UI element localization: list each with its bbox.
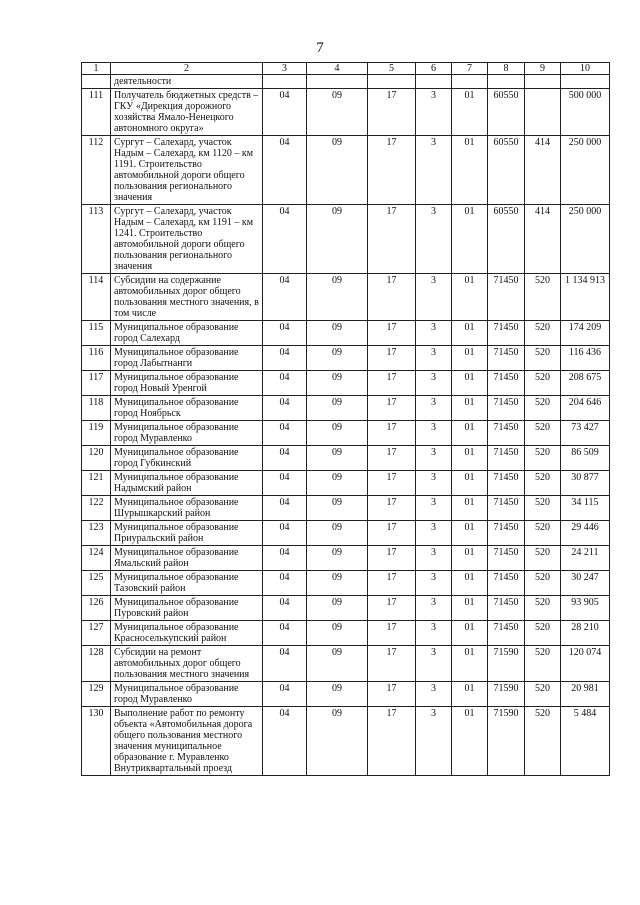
amount: 1 134 913 [561, 274, 610, 321]
code-section: 04 [263, 89, 307, 136]
code-program: 17 [368, 621, 416, 646]
amount: 250 000 [561, 205, 610, 274]
table-row [82, 546, 610, 571]
code-section: 04 [263, 682, 307, 707]
code-section: 04 [263, 371, 307, 396]
code-program: 17 [368, 346, 416, 371]
code-expense-type: 520 [525, 471, 561, 496]
code-event: 01 [452, 646, 488, 682]
table-row [82, 205, 610, 274]
code-subprogram: 3 [416, 421, 452, 446]
code-section: 04 [263, 707, 307, 776]
code-direction: 71450 [488, 421, 525, 446]
row-number: 129 [82, 682, 111, 707]
code-section: 04 [263, 596, 307, 621]
item-name: Муниципальное образование город Лабытнанги [111, 346, 263, 371]
code-section: 04 [263, 274, 307, 321]
table-row [82, 396, 610, 421]
code-expense-type: 414 [525, 136, 561, 205]
code-program: 17 [368, 571, 416, 596]
amount: 28 210 [561, 621, 610, 646]
code-expense-type: 520 [525, 521, 561, 546]
code-expense-type: 520 [525, 496, 561, 521]
code-subprogram: 3 [416, 446, 452, 471]
code-direction: 71450 [488, 496, 525, 521]
code-program: 17 [368, 496, 416, 521]
code-program: 17 [368, 707, 416, 776]
code-direction: 71450 [488, 371, 525, 396]
row-number: 122 [82, 496, 111, 521]
header-cell: 10 [561, 63, 610, 75]
code-event: 01 [452, 471, 488, 496]
table-row [82, 682, 610, 707]
amount: 116 436 [561, 346, 610, 371]
item-name: Субсидии на содержание автомобильных дорог общего пользования местного значения, в том числе [111, 274, 263, 321]
code-event: 01 [452, 421, 488, 446]
header-cell: 2 [111, 63, 263, 75]
item-name: Сургут – Салехард, участок Надым – Салехард, км 1120 – км 1191. Строительство автомобильной дороги общего пользования регионального значения [111, 136, 263, 205]
amount: 86 509 [561, 446, 610, 471]
row-number: 119 [82, 421, 111, 446]
code-expense-type: 520 [525, 596, 561, 621]
table-row [82, 136, 610, 205]
table-row [82, 571, 610, 596]
code-event: 01 [452, 571, 488, 596]
code-subsection: 09 [307, 136, 368, 205]
code-expense-type: 520 [525, 571, 561, 596]
row-number: 114 [82, 274, 111, 321]
amount: 174 209 [561, 321, 610, 346]
item-name: Субсидии на ремонт автомобильных дорог общего пользования местного значения [111, 646, 263, 682]
code-program: 17 [368, 371, 416, 396]
item-name: Муниципальное образование город Муравленко [111, 421, 263, 446]
row-number: 113 [82, 205, 111, 274]
row-number: 121 [82, 471, 111, 496]
code-expense-type: 414 [525, 205, 561, 274]
code-expense-type: 520 [525, 446, 561, 471]
code-subprogram: 3 [416, 321, 452, 346]
code-subsection: 09 [307, 546, 368, 571]
table-row [82, 521, 610, 546]
row-number: 115 [82, 321, 111, 346]
amount: 30 247 [561, 571, 610, 596]
code-section: 04 [263, 621, 307, 646]
table-row [82, 496, 610, 521]
code-direction: 71450 [488, 471, 525, 496]
code-section: 04 [263, 346, 307, 371]
code-subsection: 09 [307, 274, 368, 321]
code-direction: 60550 [488, 89, 525, 136]
row-number: 130 [82, 707, 111, 776]
code-section: 04 [263, 571, 307, 596]
code-direction: 71450 [488, 596, 525, 621]
code-direction: 71590 [488, 682, 525, 707]
code-subprogram: 3 [416, 596, 452, 621]
code-subsection: 09 [307, 621, 368, 646]
page-number: 7 [316, 40, 324, 56]
code-subsection: 09 [307, 707, 368, 776]
code-expense-type: 520 [525, 321, 561, 346]
code-event: 01 [452, 89, 488, 136]
code-program: 17 [368, 446, 416, 471]
amount: 250 000 [561, 136, 610, 205]
code-program: 17 [368, 274, 416, 321]
item-name: Муниципальное образование Шурышкарский район [111, 496, 263, 521]
table-row [82, 446, 610, 471]
table-row [82, 646, 610, 682]
amount: 34 115 [561, 496, 610, 521]
code-expense-type: 520 [525, 546, 561, 571]
item-name: Муниципальное образование Пуровский район [111, 596, 263, 621]
item-name: Муниципальное образование город Муравленко [111, 682, 263, 707]
amount: 5 484 [561, 707, 610, 776]
table-row [82, 471, 610, 496]
table-row [82, 621, 610, 646]
amount: 24 211 [561, 546, 610, 571]
header-cell: 1 [82, 63, 111, 75]
item-name: Муниципальное образование город Губкинский [111, 446, 263, 471]
header-cell: 8 [488, 63, 525, 75]
amount: 500 000 [561, 89, 610, 136]
amount: 20 981 [561, 682, 610, 707]
code-expense-type: 520 [525, 346, 561, 371]
header-cell: 6 [416, 63, 452, 75]
code-subsection: 09 [307, 346, 368, 371]
table-row [82, 321, 610, 346]
code-event: 01 [452, 546, 488, 571]
code-event: 01 [452, 205, 488, 274]
header-cell: 5 [368, 63, 416, 75]
item-name: Муниципальное образование город Салехард [111, 321, 263, 346]
amount: 93 905 [561, 596, 610, 621]
code-subsection: 09 [307, 446, 368, 471]
code-expense-type: 520 [525, 707, 561, 776]
code-event: 01 [452, 396, 488, 421]
code-section: 04 [263, 396, 307, 421]
header-cell: 3 [263, 63, 307, 75]
code-program: 17 [368, 471, 416, 496]
code-expense-type: 520 [525, 682, 561, 707]
code-section: 04 [263, 471, 307, 496]
code-subprogram: 3 [416, 396, 452, 421]
item-name: Муниципальное образование Ямальский район [111, 546, 263, 571]
table-row [82, 596, 610, 621]
code-program: 17 [368, 521, 416, 546]
code-program: 17 [368, 682, 416, 707]
code-subprogram: 3 [416, 346, 452, 371]
amount: 208 675 [561, 371, 610, 396]
code-subprogram: 3 [416, 274, 452, 321]
code-direction: 71450 [488, 396, 525, 421]
amount: 73 427 [561, 421, 610, 446]
code-direction: 71590 [488, 646, 525, 682]
item-name: Муниципальное образование город Новый Уренгой [111, 371, 263, 396]
code-subsection: 09 [307, 646, 368, 682]
continuation-row [82, 75, 610, 89]
continuation-text: деятельности [111, 75, 263, 89]
code-section: 04 [263, 446, 307, 471]
code-program: 17 [368, 596, 416, 621]
table-row [82, 89, 610, 136]
code-subprogram: 3 [416, 496, 452, 521]
code-program: 17 [368, 321, 416, 346]
code-subsection: 09 [307, 471, 368, 496]
code-section: 04 [263, 546, 307, 571]
table-row [82, 346, 610, 371]
code-subsection: 09 [307, 521, 368, 546]
code-program: 17 [368, 89, 416, 136]
code-subsection: 09 [307, 321, 368, 346]
code-section: 04 [263, 205, 307, 274]
code-direction: 71450 [488, 521, 525, 546]
code-event: 01 [452, 446, 488, 471]
budget-table [81, 62, 610, 776]
code-subsection: 09 [307, 596, 368, 621]
code-subprogram: 3 [416, 571, 452, 596]
code-event: 01 [452, 274, 488, 321]
code-direction: 71450 [488, 274, 525, 321]
code-direction: 71450 [488, 621, 525, 646]
code-expense-type: 520 [525, 421, 561, 446]
code-program: 17 [368, 546, 416, 571]
item-name: Муниципальное образование Приуральский район [111, 521, 263, 546]
code-expense-type [525, 89, 561, 136]
code-expense-type: 520 [525, 621, 561, 646]
row-number: 125 [82, 571, 111, 596]
code-direction: 71450 [488, 346, 525, 371]
code-program: 17 [368, 396, 416, 421]
code-direction: 71450 [488, 321, 525, 346]
amount: 29 446 [561, 521, 610, 546]
code-expense-type: 520 [525, 371, 561, 396]
code-program: 17 [368, 646, 416, 682]
code-event: 01 [452, 136, 488, 205]
code-subsection: 09 [307, 205, 368, 274]
code-event: 01 [452, 707, 488, 776]
code-subsection: 09 [307, 371, 368, 396]
code-section: 04 [263, 136, 307, 205]
code-subsection: 09 [307, 496, 368, 521]
code-expense-type: 520 [525, 646, 561, 682]
item-name: Выполнение работ по ремонту объекта «Автомобильная дорога общего пользования местного значения муниципальное образование г. Муравленко Внутриквартальный проезд [111, 707, 263, 776]
header-cell: 4 [307, 63, 368, 75]
code-subprogram: 3 [416, 646, 452, 682]
row-number: 127 [82, 621, 111, 646]
row-number: 112 [82, 136, 111, 205]
table-row [82, 421, 610, 446]
row-number: 117 [82, 371, 111, 396]
code-subprogram: 3 [416, 136, 452, 205]
table-row [82, 707, 610, 776]
code-direction: 71590 [488, 707, 525, 776]
amount: 120 074 [561, 646, 610, 682]
row-number: 124 [82, 546, 111, 571]
row-number: 111 [82, 89, 111, 136]
row-number: 128 [82, 646, 111, 682]
code-subsection: 09 [307, 571, 368, 596]
code-subprogram: 3 [416, 205, 452, 274]
code-subprogram: 3 [416, 89, 452, 136]
item-name: Муниципальное образование город Ноябрьск [111, 396, 263, 421]
code-subprogram: 3 [416, 471, 452, 496]
code-section: 04 [263, 521, 307, 546]
code-program: 17 [368, 421, 416, 446]
code-subsection: 09 [307, 682, 368, 707]
item-name: Муниципальное образование Тазовский район [111, 571, 263, 596]
item-name: Муниципальное образование Надымский район [111, 471, 263, 496]
row-number: 123 [82, 521, 111, 546]
code-subsection: 09 [307, 89, 368, 136]
row-number: 118 [82, 396, 111, 421]
code-event: 01 [452, 621, 488, 646]
code-direction: 60550 [488, 205, 525, 274]
code-direction: 71450 [488, 446, 525, 471]
code-subprogram: 3 [416, 707, 452, 776]
code-section: 04 [263, 421, 307, 446]
code-subprogram: 3 [416, 682, 452, 707]
code-event: 01 [452, 682, 488, 707]
row-number: 120 [82, 446, 111, 471]
code-event: 01 [452, 521, 488, 546]
amount: 204 646 [561, 396, 610, 421]
header-cell: 9 [525, 63, 561, 75]
code-subprogram: 3 [416, 521, 452, 546]
code-program: 17 [368, 205, 416, 274]
code-event: 01 [452, 596, 488, 621]
table-row [82, 274, 610, 321]
amount: 30 877 [561, 471, 610, 496]
code-direction: 60550 [488, 136, 525, 205]
table-row [82, 371, 610, 396]
code-expense-type: 520 [525, 274, 561, 321]
code-event: 01 [452, 321, 488, 346]
item-name: Получатель бюджетных средств – ГКУ «Дирекция дорожного хозяйства Ямало-Ненецкого автономного округа» [111, 89, 263, 136]
row-number: 116 [82, 346, 111, 371]
header-row [82, 63, 610, 75]
code-subprogram: 3 [416, 546, 452, 571]
code-event: 01 [452, 496, 488, 521]
header-cell: 7 [452, 63, 488, 75]
code-section: 04 [263, 321, 307, 346]
code-direction: 71450 [488, 571, 525, 596]
code-subprogram: 3 [416, 371, 452, 396]
code-subsection: 09 [307, 421, 368, 446]
code-event: 01 [452, 371, 488, 396]
code-expense-type: 520 [525, 396, 561, 421]
item-name: Сургут – Салехард, участок Надым – Салехард, км 1191 – км 1241. Строительство автомобильной дороги общего пользования регионального значения [111, 205, 263, 274]
item-name: Муниципальное образование Красноселькупский район [111, 621, 263, 646]
code-section: 04 [263, 496, 307, 521]
row-number: 126 [82, 596, 111, 621]
code-event: 01 [452, 346, 488, 371]
code-subprogram: 3 [416, 621, 452, 646]
code-direction: 71450 [488, 546, 525, 571]
code-subsection: 09 [307, 396, 368, 421]
code-program: 17 [368, 136, 416, 205]
code-section: 04 [263, 646, 307, 682]
